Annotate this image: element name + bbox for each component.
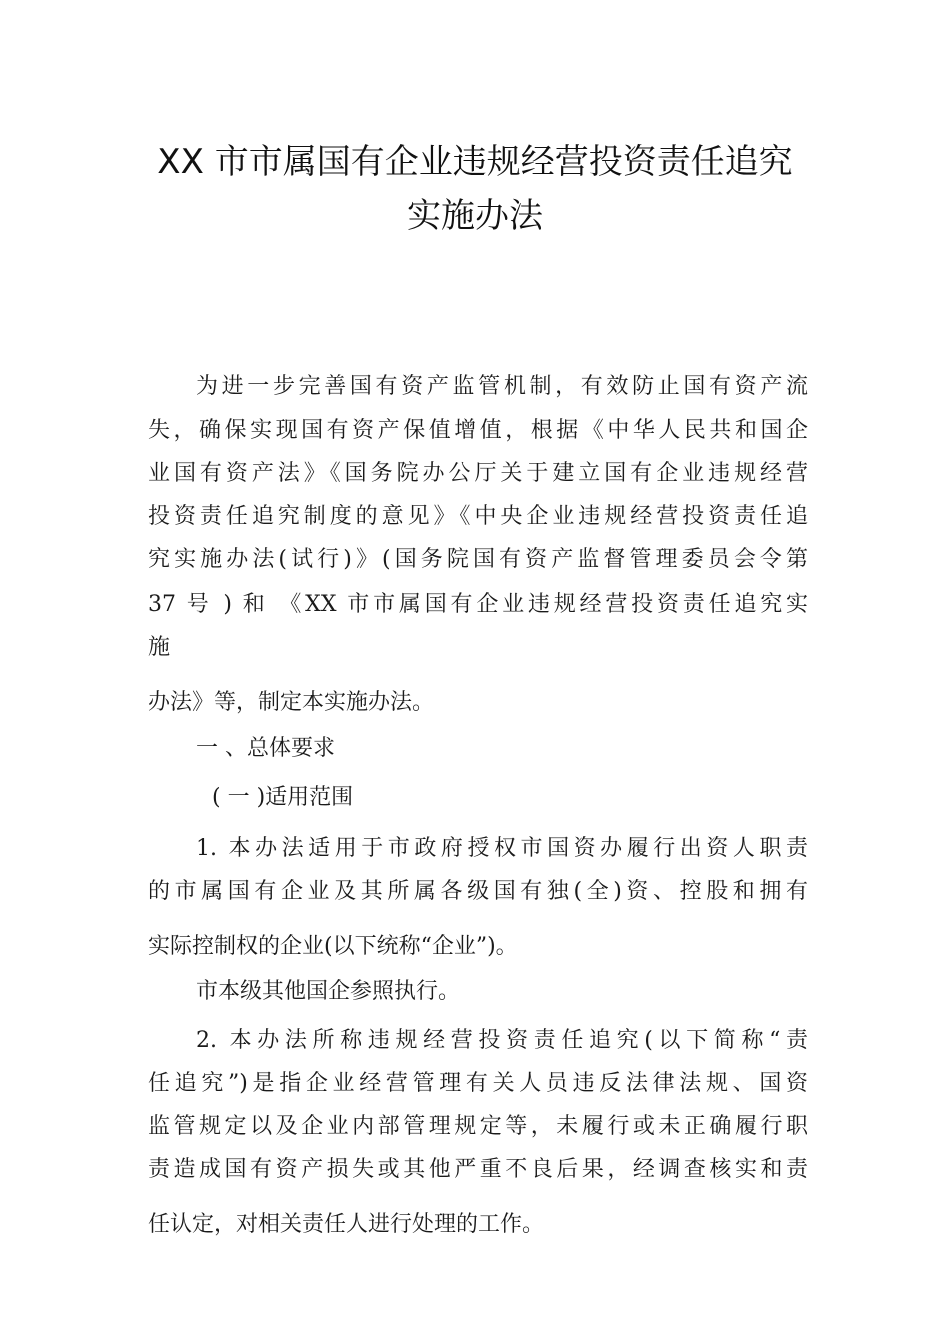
section-heading: 一 、总体要求 bbox=[196, 736, 335, 761]
subsection-heading: ( 一 )适用范围 bbox=[212, 785, 354, 810]
clause-line: 监管规定以及企业内部管理规定等，未履行或未正确履行职 bbox=[148, 1114, 808, 1139]
preamble-line: 究实施办法(试行)》(国务院国有资产监督管理委员会令第 bbox=[148, 547, 808, 572]
document-title-line-2: 实施办法 bbox=[407, 196, 543, 236]
preamble-line: 施 bbox=[148, 635, 171, 660]
clause-line: 任追究”)是指企业经营管理有关人员违反法律法规、国资 bbox=[148, 1071, 808, 1096]
preamble-line: 37 号 ) 和 《XX 市市属国有企业违规经营投资责任追究实 bbox=[148, 592, 808, 617]
preamble-line: 投资责任追究制度的意见》《中央企业违规经营投资责任追 bbox=[148, 504, 808, 529]
clause-line: 2. 本办法所称违规经营投资责任追究(以下简称“责 bbox=[196, 1028, 808, 1053]
preamble-line: 办法》等，制定本实施办法。 bbox=[148, 690, 435, 715]
clause-note: 市本级其他国企参照执行。 bbox=[196, 979, 461, 1004]
preamble-line: 失，确保实现国有资产保值增值，根据《中华人民共和国企 bbox=[148, 418, 808, 443]
preamble-line: 为进一步完善国有资产监管机制，有效防止国有资产流 bbox=[196, 374, 808, 399]
clause-line: 的市属国有企业及其所属各级国有独(全)资、控股和拥有 bbox=[148, 879, 808, 904]
clause-line: 任认定，对相关责任人进行处理的工作。 bbox=[148, 1212, 545, 1237]
preamble-line: 业国有资产法》《国务院办公厅关于建立国有企业违规经营 bbox=[148, 461, 808, 486]
clause-line: 实际控制权的企业(以下统称“企业”)。 bbox=[148, 934, 518, 959]
document-title-line-1: XX 市市属国有企业违规经营投资责任追究 bbox=[157, 142, 793, 182]
clause-line: 责造成国有资产损失或其他严重不良后果，经调查核实和责 bbox=[148, 1157, 808, 1182]
clause-line: 1. 本办法适用于市政府授权市国资办履行出资人职责 bbox=[196, 836, 808, 861]
